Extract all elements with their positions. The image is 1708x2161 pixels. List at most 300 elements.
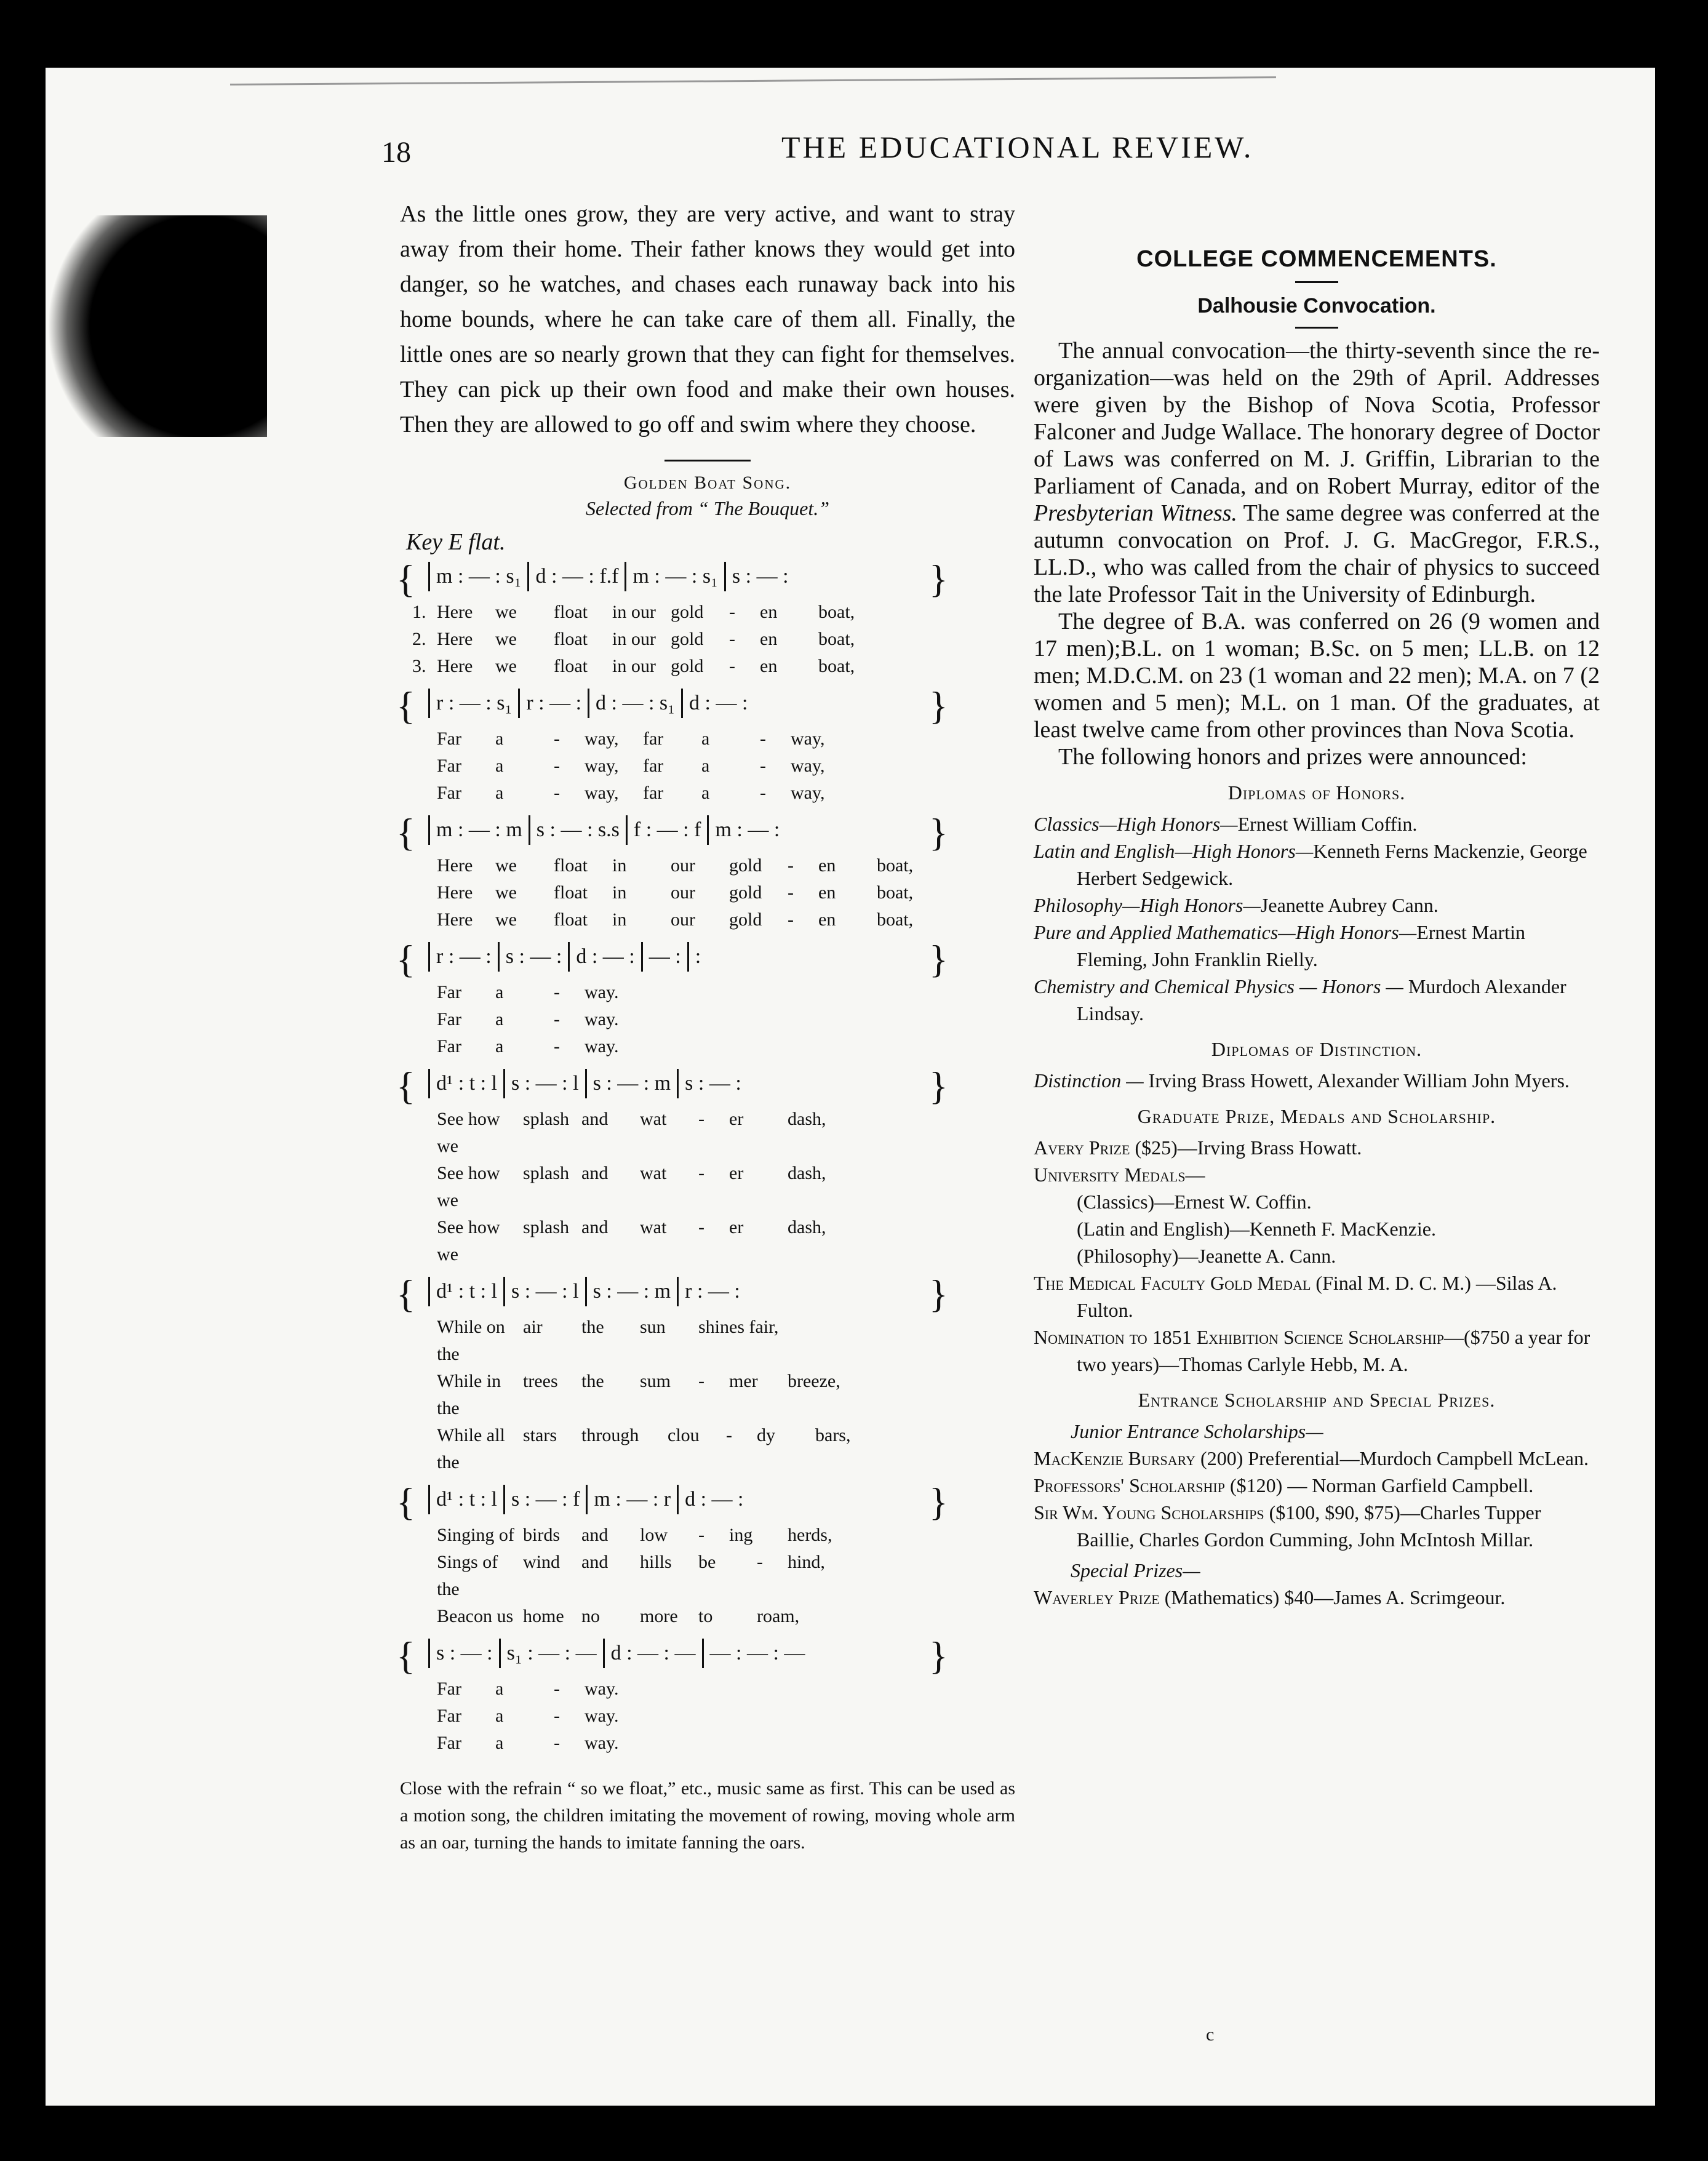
- entry-text: (Final M. D. C. M.) —Silas A. Fulton.: [1077, 1272, 1557, 1321]
- brace-left: {: [396, 810, 415, 854]
- lyric-syllable: way,: [791, 756, 825, 776]
- lyric-line: [400, 1603, 1015, 1630]
- lyric-syllable: en: [760, 656, 778, 676]
- lyric-syllable: way.: [585, 982, 619, 1002]
- lyric-line: [400, 1730, 1015, 1757]
- lyric-syllable: splash: [523, 1217, 569, 1237]
- lyric-syllable: ing: [729, 1525, 753, 1545]
- lyric-line: [400, 879, 1015, 906]
- lyric-syllable: -: [554, 729, 560, 749]
- song-stave: [396, 1272, 1015, 1476]
- lyric-syllable: Sings of the: [437, 1552, 498, 1599]
- verse-number: [412, 979, 437, 1006]
- lyric-syllable: in: [612, 855, 627, 876]
- brace-right: }: [929, 1272, 948, 1316]
- verse-number: [412, 879, 437, 906]
- lyric-syllable: gold: [729, 909, 762, 930]
- measure: d¹ : t : l: [436, 1280, 497, 1303]
- lyric-syllable: in our: [612, 656, 656, 676]
- verse-number: [412, 1160, 437, 1214]
- measure: m : — : r: [594, 1488, 671, 1511]
- special-heading: Special Prizes—: [1071, 1559, 1200, 1581]
- lyric-syllable: in: [612, 882, 627, 903]
- lyric-syllable: Here: [437, 602, 473, 622]
- measure: d : — : f.f: [535, 565, 619, 588]
- measure: d : — :: [685, 1488, 744, 1511]
- lyric-line: [400, 1368, 1015, 1422]
- lyric-syllable: a: [701, 729, 710, 749]
- junior-heading: Junior Entrance Scholarships—: [1071, 1420, 1323, 1442]
- lyric-syllable: clou: [668, 1425, 700, 1445]
- entry-text: ($100, $90, $75)—Charles Tupper Baillie, Charles Gordon Cumming, John McIntosh Millar.: [1077, 1501, 1541, 1551]
- lyric-syllable: more: [640, 1606, 678, 1626]
- bar-line: [585, 1277, 587, 1306]
- bar-line: [428, 689, 430, 718]
- verse-number: [412, 1106, 437, 1160]
- measure: f : — : f: [633, 818, 701, 841]
- bar-line: [527, 562, 529, 591]
- song-key: Key E flat.: [406, 529, 506, 555]
- bar-line: [586, 1485, 588, 1514]
- entry-label: Sir Wm. Young Scholarships: [1034, 1501, 1264, 1524]
- bar-line: [702, 1639, 704, 1668]
- lyric-line: [400, 1314, 1015, 1368]
- honor-entry: [1034, 973, 1600, 1027]
- bar-line: [677, 1277, 679, 1306]
- entrance-heading: Entrance Scholarship and Special Prizes.: [1138, 1389, 1496, 1411]
- lyric-syllable: -: [760, 783, 766, 803]
- lyric-syllable: shines fair,: [698, 1317, 779, 1337]
- lyric-syllable: dash,: [788, 1217, 826, 1237]
- lyric-line: [400, 1676, 1015, 1703]
- lyric-syllable: gold: [671, 629, 704, 649]
- song-stave: [396, 557, 1015, 680]
- lyric-syllable: herds,: [788, 1525, 832, 1545]
- brace-right: }: [929, 810, 948, 854]
- honor-entry: [1034, 919, 1600, 973]
- divider-rule: [664, 460, 751, 461]
- honors-heading: Diplomas of Honors.: [1227, 781, 1406, 804]
- lyric-line: [400, 1160, 1015, 1214]
- lyric-syllable: -: [554, 1706, 560, 1726]
- lyric-syllable: -: [698, 1109, 704, 1129]
- lyric-syllable: Far: [437, 1706, 461, 1726]
- lyric-line: [400, 1033, 1015, 1060]
- lyric-syllable: float: [554, 909, 588, 930]
- honor-entry: [1034, 837, 1600, 892]
- lyric-syllable: we: [495, 656, 517, 676]
- tonic-sol-fa-notation: [396, 1064, 1015, 1108]
- lyric-syllable: way.: [585, 1706, 619, 1726]
- lyric-syllable: our: [671, 855, 695, 876]
- measure: — : — : —: [709, 1642, 805, 1664]
- bar-line: [428, 1069, 430, 1098]
- bar-line: [518, 689, 520, 718]
- lyric-syllable: er: [729, 1217, 744, 1237]
- brace-right: }: [929, 1064, 948, 1108]
- honor-names: Murdoch Alexander Lindsay.: [1077, 975, 1566, 1025]
- brace-right: }: [929, 557, 948, 601]
- verse-number: 2.: [412, 629, 426, 649]
- page-mark: c: [1206, 2024, 1215, 2045]
- lyric-syllable: a: [495, 783, 504, 803]
- distinction-heading: Diplomas of Distinction.: [1211, 1038, 1423, 1060]
- lyric-syllable: a: [495, 1733, 504, 1753]
- brace-left: {: [396, 1064, 415, 1108]
- medal-entry: (Philosophy)—Jeanette A. Cann.: [1077, 1245, 1336, 1267]
- lyric-syllable: far: [643, 729, 664, 749]
- tonic-sol-fa-notation: [396, 937, 1015, 981]
- lyric-syllable: -: [554, 1009, 560, 1029]
- mackenzie-entry: [1034, 1445, 1600, 1472]
- lyric-syllable: -: [729, 602, 735, 622]
- lyric-syllable: we: [495, 629, 517, 649]
- degrees-paragraph: The degree of B.A. was conferred on 26 (9 women and 17 men);B.L. on 1 woman; B.Sc. on 5 men; LL.B. on 12 men; M.D.C.M. on 23 (1 woman and 22 men); M.A. on 7 (2 women and 5 men); M.L. on 1 man. Of the graduates, at least twelve came from other provinces than Nova Scotia.: [1034, 609, 1600, 743]
- divider-rule: [1295, 327, 1338, 329]
- lyric-syllable: Here: [437, 629, 473, 649]
- lyric-syllable: float: [554, 602, 588, 622]
- lyric-syllable: a: [495, 756, 504, 776]
- lyric-syllable: -: [788, 909, 794, 930]
- lyric-syllable: bars,: [815, 1425, 851, 1445]
- lyric-syllable: way,: [791, 783, 825, 803]
- lyric-syllable: -: [788, 855, 794, 876]
- lyric-syllable: en: [760, 602, 778, 622]
- verse-number: [412, 852, 437, 879]
- lyric-line: [400, 1214, 1015, 1268]
- lyric-syllable: wat: [640, 1163, 667, 1183]
- lyric-syllable: en: [818, 909, 836, 930]
- bar-line: [428, 1277, 430, 1306]
- bar-line: [687, 942, 689, 972]
- verse-number: [412, 725, 437, 753]
- lyric-syllable: boat,: [877, 855, 914, 876]
- running-head: THE EDUCATIONAL REVIEW.: [781, 130, 1254, 164]
- measure: r : — :: [526, 692, 582, 714]
- subsection-title: Dalhousie Convocation.: [1197, 294, 1436, 318]
- lyric-syllable: and: [581, 1163, 609, 1183]
- lyric-line: [400, 1522, 1015, 1549]
- lyric-syllable: way.: [585, 1036, 619, 1057]
- song-title: Golden Boat Song.: [623, 473, 792, 493]
- lyric-syllable: While on the: [437, 1317, 505, 1364]
- bar-line: [428, 942, 430, 972]
- entry-subject: Distinction —: [1034, 1069, 1149, 1092]
- lyric-syllable: Far: [437, 982, 461, 1002]
- lyric-syllable: Here: [437, 855, 473, 876]
- lyric-syllable: boat,: [818, 656, 855, 676]
- lyric-syllable: en: [818, 855, 836, 876]
- bar-line: [503, 1485, 505, 1514]
- honor-names: Ernest William Coffin.: [1237, 813, 1418, 835]
- lyric-syllable: in our: [612, 629, 656, 649]
- bar-line: [428, 562, 430, 591]
- tonic-sol-fa-notation: [396, 557, 1015, 601]
- entry-label: Avery Prize: [1034, 1136, 1130, 1159]
- brace-right: }: [929, 1634, 948, 1677]
- lyric-line: [400, 1549, 1015, 1603]
- lyric-syllable: gold: [729, 855, 762, 876]
- lyric-syllable: See how we: [437, 1163, 500, 1210]
- lyric-syllable: float: [554, 656, 588, 676]
- measure: m : — :: [715, 818, 780, 841]
- lyric-line: [400, 599, 1015, 626]
- lyric-line: [400, 979, 1015, 1006]
- lyric-syllable: way,: [585, 729, 619, 749]
- lyric-syllable: -: [554, 1733, 560, 1753]
- measure: r : — :: [436, 945, 492, 968]
- tonic-sol-fa-notation: [396, 684, 1015, 727]
- lyric-syllable: -: [554, 982, 560, 1002]
- medical-medal-entry: [1034, 1269, 1600, 1324]
- lyric-syllable: boat,: [877, 909, 914, 930]
- lyric-syllable: -: [729, 656, 735, 676]
- bar-line: [498, 942, 500, 972]
- song-stave: [396, 810, 1015, 933]
- brace-left: {: [396, 557, 415, 601]
- measure: :: [695, 945, 701, 968]
- lyric-line: [400, 626, 1015, 653]
- lyric-syllable: er: [729, 1163, 744, 1183]
- lyric-syllable: er: [729, 1109, 744, 1129]
- entry-label: The Medical Faculty Gold Medal: [1034, 1272, 1311, 1294]
- measure: d : — :: [576, 945, 635, 968]
- lyric-syllable: way.: [585, 1733, 619, 1753]
- lyric-syllable: -: [729, 629, 735, 649]
- measure: s : — : l: [511, 1072, 579, 1095]
- lyric-syllable: splash: [523, 1109, 569, 1129]
- honor-subject: Chemistry and Chemical Physics — Honors —: [1034, 975, 1408, 997]
- measure: r : — : s₁: [436, 692, 513, 714]
- measure: s : — :: [436, 1642, 493, 1664]
- lyric-syllable: in our: [612, 602, 656, 622]
- bar-line: [677, 1485, 679, 1514]
- bar-line: [625, 562, 626, 591]
- song-stave: [396, 1480, 1015, 1630]
- lyric-syllable: -: [757, 1552, 763, 1572]
- verse-number: [412, 1214, 437, 1268]
- lyric-syllable: through: [581, 1425, 639, 1445]
- bar-line: [428, 815, 430, 845]
- bar-line: [585, 1069, 587, 1098]
- song-staves: [396, 557, 1015, 1757]
- lyric-syllable: Far: [437, 1679, 461, 1699]
- lyric-syllable: mer: [729, 1371, 758, 1391]
- lyric-syllable: While in the: [437, 1371, 501, 1418]
- graduate-heading: Graduate Prize, Medals and Scholarship.: [1137, 1105, 1496, 1127]
- entry-label: University Medals—: [1034, 1164, 1205, 1186]
- professors-entry: [1034, 1472, 1600, 1499]
- avery-prize-entry: [1034, 1134, 1600, 1161]
- lyric-syllable: float: [554, 629, 588, 649]
- lyric-syllable: boat,: [818, 629, 855, 649]
- measure: — :: [648, 945, 681, 968]
- lyric-syllable: we: [495, 855, 517, 876]
- lyric-syllable: air: [523, 1317, 543, 1337]
- bar-line: [499, 1639, 501, 1668]
- lyric-syllable: a: [495, 729, 504, 749]
- tonic-sol-fa-notation: [396, 1634, 1015, 1677]
- scan-artifact-line: [230, 76, 1276, 86]
- brace-left: {: [396, 937, 415, 981]
- lyric-syllable: Here: [437, 882, 473, 903]
- measure: s : — : l: [511, 1280, 579, 1303]
- lyric-syllable: Far: [437, 1733, 461, 1753]
- lyric-syllable: hind,: [788, 1552, 825, 1572]
- brace-left: {: [396, 684, 415, 727]
- honor-subject: Latin and English—High Honors—: [1034, 840, 1314, 862]
- verse-number: [412, 1522, 437, 1549]
- bar-line: [681, 689, 683, 718]
- verse-number: [412, 1422, 437, 1476]
- lyric-line: [400, 1703, 1015, 1730]
- entry-text: (200) Preferential—Murdoch Campbell McLean.: [1195, 1447, 1589, 1469]
- honor-names: Kenneth Ferns Mackenzie, George Herbert Sedgewick.: [1077, 840, 1587, 889]
- verse-number: [412, 906, 437, 933]
- song-source: Selected from “ The Bouquet.”: [585, 497, 830, 519]
- verse-number: [412, 1549, 437, 1603]
- lyric-syllable: far: [643, 783, 664, 803]
- measure: m : — : s₁: [436, 565, 522, 588]
- verse-number: [412, 1730, 437, 1757]
- left-column: [396, 197, 1015, 1856]
- verse-number: [412, 780, 437, 807]
- honor-subject: Classics—High Honors—: [1034, 813, 1238, 835]
- lyric-syllable: and: [581, 1217, 609, 1237]
- para-text: The same degree was conferred at the autumn convocation on Prof. J. G. MacGregor, F.R.S., LL.D., who was called from the chair of physics to succeed the late Professor Tait in the University of Edinburgh.: [1034, 500, 1600, 607]
- song-stave: [396, 937, 1015, 1060]
- lyric-syllable: a: [495, 1679, 504, 1699]
- brace-right: }: [929, 1480, 948, 1524]
- lyric-syllable: wind: [523, 1552, 560, 1572]
- lyric-syllable: stars: [523, 1425, 557, 1445]
- measure: d : — :: [689, 692, 748, 714]
- lyric-syllable: -: [554, 756, 560, 776]
- nomination-entry: [1034, 1324, 1600, 1378]
- lyric-syllable: en: [760, 629, 778, 649]
- lyric-line: [400, 653, 1015, 680]
- entry-text: ($120) — Norman Garfield Campbell.: [1225, 1474, 1534, 1496]
- lyric-syllable: splash: [523, 1163, 569, 1183]
- right-column: [1034, 246, 1600, 1611]
- lyric-syllable: -: [698, 1371, 704, 1391]
- bar-line: [529, 815, 530, 845]
- lyric-syllable: roam,: [757, 1606, 800, 1626]
- lyric-syllable: Far: [437, 729, 461, 749]
- honor-subject: Philosophy—High Honors—: [1034, 894, 1261, 916]
- entry-names: Irving Brass Howett, Alexander William John Myers.: [1148, 1069, 1570, 1092]
- honors-intro: The following honors and prizes were announced:: [1058, 744, 1527, 770]
- song-stave: [396, 1064, 1015, 1268]
- tonic-sol-fa-notation: [396, 1272, 1015, 1316]
- verse-number: [412, 1314, 437, 1368]
- lyric-syllable: boat,: [877, 882, 914, 903]
- tonic-sol-fa-notation: [396, 810, 1015, 854]
- brace-left: {: [396, 1272, 415, 1316]
- lyric-syllable: breeze,: [788, 1371, 840, 1391]
- bar-line: [707, 815, 709, 845]
- lyric-line: [400, 1006, 1015, 1033]
- medals-list: [1034, 1188, 1600, 1269]
- honor-entry: [1034, 892, 1600, 919]
- lyric-syllable: the: [581, 1371, 604, 1391]
- lyric-line: [400, 906, 1015, 933]
- lyric-syllable: and: [581, 1552, 609, 1572]
- measure: d¹ : t : l: [436, 1488, 497, 1511]
- lyric-syllable: -: [760, 729, 766, 749]
- song-stave: [396, 1634, 1015, 1757]
- measure: m : — : s₁: [633, 565, 718, 588]
- lyric-line: [400, 1422, 1015, 1476]
- lyric-syllable: we: [495, 882, 517, 903]
- lyric-syllable: Singing of: [437, 1525, 514, 1545]
- brace-right: }: [929, 684, 948, 727]
- lyric-syllable: Far: [437, 1009, 461, 1029]
- lyric-syllable: way.: [585, 1009, 619, 1029]
- bar-line: [503, 1069, 505, 1098]
- bar-line: [626, 815, 628, 845]
- lyric-syllable: -: [698, 1217, 704, 1237]
- honors-list: [1034, 810, 1600, 1027]
- lyric-line: [400, 780, 1015, 807]
- lyric-syllable: gold: [671, 602, 704, 622]
- lyric-syllable: float: [554, 855, 588, 876]
- lyric-syllable: way.: [585, 1679, 619, 1699]
- measure: s : — : f: [511, 1488, 580, 1511]
- lyric-syllable: way,: [791, 729, 825, 749]
- lyric-syllable: wat: [640, 1217, 667, 1237]
- measure: s : — : s.s: [536, 818, 620, 841]
- entry-label: Professors' Scholarship: [1034, 1474, 1225, 1496]
- lyric-line: [400, 852, 1015, 879]
- verse-number: [412, 1703, 437, 1730]
- bar-line: [641, 942, 643, 972]
- lyric-syllable: a: [701, 756, 710, 776]
- lyric-syllable: Far: [437, 1036, 461, 1057]
- lyric-syllable: -: [554, 1036, 560, 1057]
- entry-text: (Mathematics) $40—James A. Scrimgeour.: [1159, 1586, 1506, 1608]
- lyric-syllable: dy: [757, 1425, 775, 1445]
- brace-right: }: [929, 937, 948, 981]
- measure: d : — : s₁: [596, 692, 676, 714]
- binder-clip-shadow: [46, 215, 267, 437]
- lyric-syllable: Far: [437, 756, 461, 776]
- lyric-syllable: our: [671, 909, 695, 930]
- lyric-syllable: we: [495, 909, 517, 930]
- lyric-line: [400, 1106, 1015, 1160]
- measure: s : — :: [685, 1072, 741, 1095]
- newspaper-title: Presbyterian Witness.: [1034, 500, 1237, 526]
- para-text: The annual convocation—the thirty-seventh since the re-organization—was held on the 29th of April. Addresses were given by the Bishop of Nova Scotia, Professor Falconer and Judge Wallace. The honorary degree of Doctor of Laws was conferred on M. J. Griffin, Librarian to the Parliament of Canada, and on Robert Murray, editor of the: [1034, 338, 1600, 499]
- lyric-syllable: our: [671, 882, 695, 903]
- lyric-syllable: gold: [729, 882, 762, 903]
- lyric-syllable: -: [726, 1425, 732, 1445]
- lyric-line: [400, 725, 1015, 753]
- page-number: 18: [381, 136, 411, 169]
- lyric-syllable: birds: [523, 1525, 560, 1545]
- lyric-syllable: gold: [671, 656, 704, 676]
- lyric-syllable: trees: [523, 1371, 558, 1391]
- lyric-syllable: See how we: [437, 1109, 500, 1156]
- honor-entry: [1034, 810, 1600, 837]
- lyric-syllable: dash,: [788, 1109, 826, 1129]
- lyric-syllable: boat,: [818, 602, 855, 622]
- lyric-syllable: Far: [437, 783, 461, 803]
- lyric-syllable: -: [788, 882, 794, 903]
- divider-rule: [1295, 281, 1338, 283]
- lyric-syllable: sun: [640, 1317, 666, 1337]
- lyric-syllable: -: [554, 783, 560, 803]
